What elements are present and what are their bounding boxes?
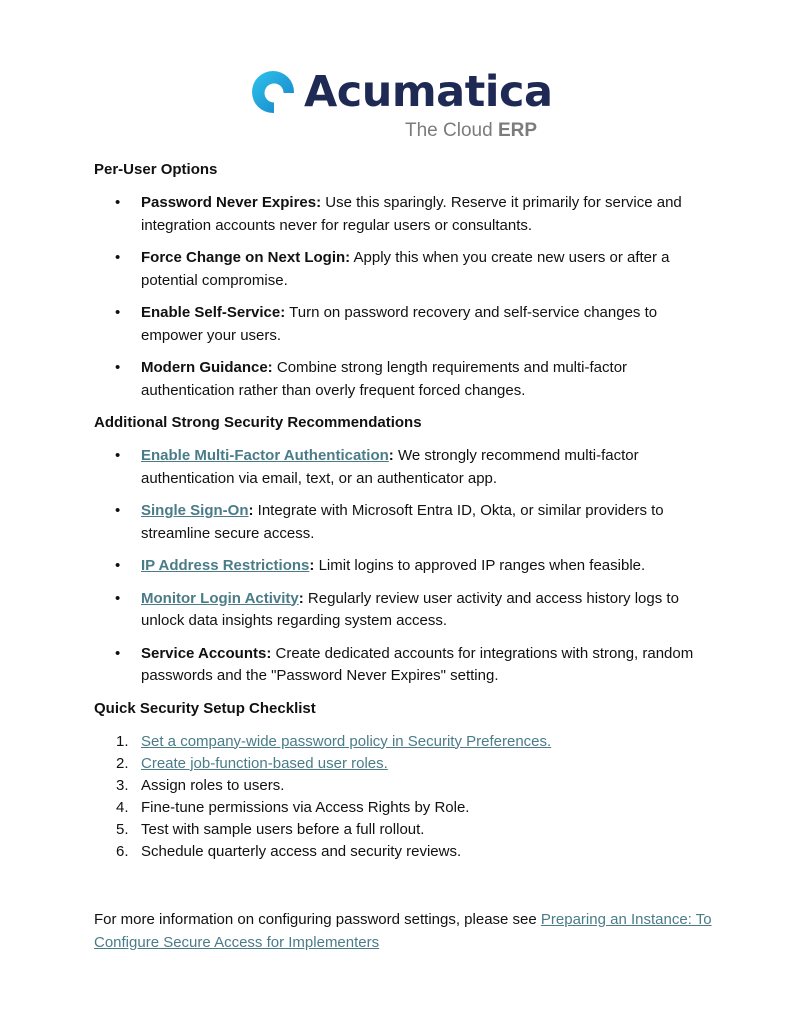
logo-wordmark: Acumatica xyxy=(304,67,553,117)
sso-link[interactable]: Single Sign-On xyxy=(141,502,249,519)
list-item xyxy=(94,357,714,402)
user-roles-link[interactable]: Create job-function-based user roles. xyxy=(141,754,388,772)
section-heading-per-user: Per-User Options xyxy=(94,161,218,178)
section-heading-checklist: Quick Security Setup Checklist xyxy=(94,699,316,717)
item-title: Password Never Expires: xyxy=(141,194,322,211)
list-item xyxy=(94,247,714,292)
item-number: 6. xyxy=(116,842,129,860)
item-text: Limit logins to approved IP ranges when feasible. xyxy=(314,557,646,574)
footer-text: For more information on configuring password settings, please see xyxy=(94,911,541,928)
item-text: Integrate with Microsoft Entra ID, Okta, or similar providers to streamline secure access. xyxy=(141,502,664,542)
list-item xyxy=(94,192,714,237)
footer-note xyxy=(94,909,714,954)
list-item xyxy=(94,643,714,688)
item-title: Enable Self-Service: xyxy=(141,304,286,321)
per-user-list xyxy=(94,192,714,402)
checklist-item xyxy=(94,753,714,775)
list-item xyxy=(94,588,714,633)
additional-list xyxy=(94,445,714,688)
acumatica-mark-icon xyxy=(250,69,296,115)
item-number: 2. xyxy=(116,754,129,772)
item-text: Turn on password recovery and self-service changes to empower your users. xyxy=(141,304,658,344)
logo-tagline-bold: ERP xyxy=(497,120,538,141)
item-colon: : xyxy=(309,557,315,574)
checklist-item xyxy=(94,775,714,797)
mfa-link[interactable]: Enable Multi-Factor Authentication xyxy=(141,447,389,464)
checklist-item xyxy=(94,797,714,819)
ip-restrictions-link[interactable]: IP Address Restrictions xyxy=(141,557,310,574)
item-title: Force Change on Next Login: xyxy=(141,249,351,266)
checklist-item xyxy=(94,819,714,841)
list-item xyxy=(94,445,714,490)
section-heading-additional: Additional Strong Security Recommendations xyxy=(94,414,422,431)
item-number: 4. xyxy=(116,798,129,816)
item-number: 3. xyxy=(116,776,129,794)
item-colon: : xyxy=(248,502,254,519)
item-text: Apply this when you create new users or after a potential compromise. xyxy=(141,249,670,289)
item-number: 1. xyxy=(116,732,129,750)
item-text: Schedule quarterly access and security reviews. xyxy=(141,842,462,860)
logo-tagline-prefix: The Cloud xyxy=(405,120,493,141)
item-text: We strongly recommend multi-factor authentication via email, text, or an authenticator app. xyxy=(141,447,639,487)
list-item xyxy=(94,500,714,545)
item-number: 5. xyxy=(116,820,129,838)
list-item xyxy=(94,555,714,578)
security-preferences-link[interactable]: Set a company-wide password policy in Security Preferences. xyxy=(141,732,552,750)
item-text: Use this sparingly. Reserve it primarily for service and integration accounts never for regular users or consultants. xyxy=(141,194,682,234)
item-text: Test with sample users before a full rollout. xyxy=(141,820,425,838)
item-text: Assign roles to users. xyxy=(141,776,285,794)
item-colon: : xyxy=(388,447,394,464)
item-text: Regularly review user activity and access history logs to unlock data insights regarding system access. xyxy=(141,589,679,629)
item-colon: : xyxy=(298,589,304,607)
main-content xyxy=(94,159,714,863)
logo-tagline xyxy=(405,119,537,143)
checklist-item xyxy=(94,841,714,863)
item-text: Combine strong length requirements and multi-factor authentication rather than overly frequent forced changes. xyxy=(141,359,628,399)
item-title: Modern Guidance: xyxy=(141,359,273,376)
item-title: Service Accounts: xyxy=(141,644,272,662)
checklist xyxy=(94,731,714,863)
item-text: Create dedicated accounts for integrations with strong, random passwords and the "Password Never Expires" setting. xyxy=(141,644,694,684)
acumatica-logo xyxy=(250,66,553,146)
preparing-instance-link[interactable]: Preparing an Instance: To Configure Secure Access for Implementers xyxy=(94,911,712,951)
checklist-item xyxy=(94,731,714,753)
item-text: Fine-tune permissions via Access Rights by Role. xyxy=(141,798,470,816)
monitor-login-link[interactable]: Monitor Login Activity xyxy=(141,589,299,607)
list-item xyxy=(94,302,714,347)
